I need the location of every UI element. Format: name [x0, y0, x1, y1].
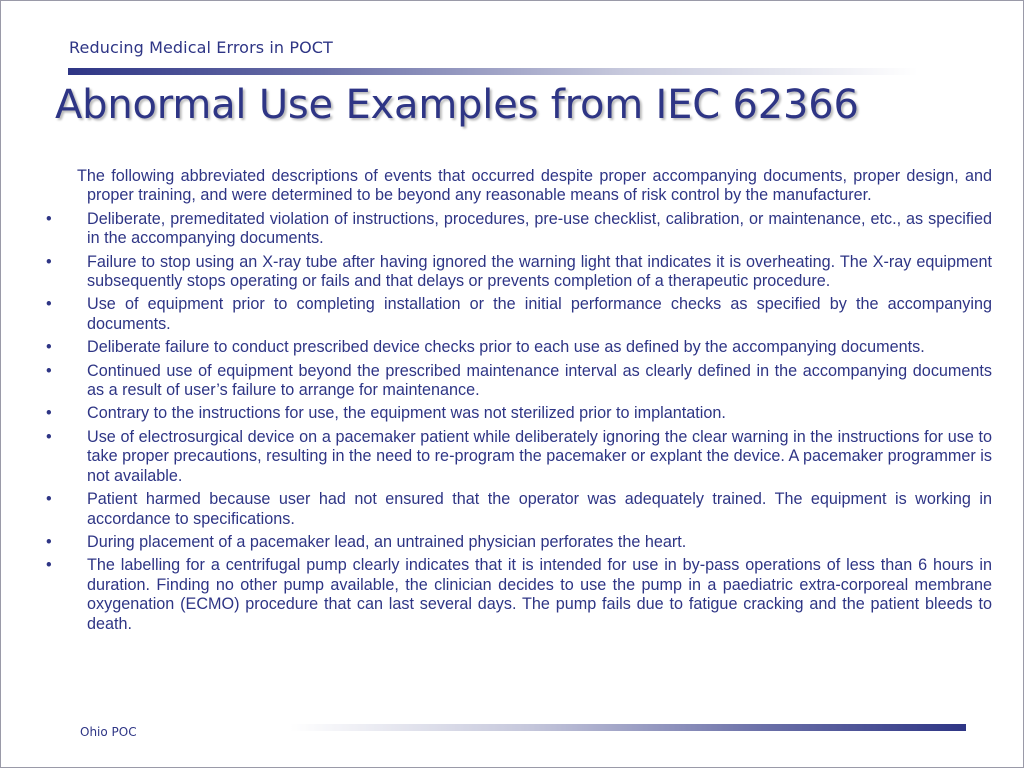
bullet-text: During placement of a pacemaker lead, an untrained physician perforates the heart.	[87, 532, 687, 551]
bullet-text: Deliberate, premeditated violation of instructions, procedures, pre-use checklist, calibration, or maintenance, etc., as specified in the accompanying documents.	[87, 209, 992, 248]
bullet-text: Contrary to the instructions for use, the equipment was not sterilized prior to implantation.	[87, 404, 726, 423]
slide-title: Abnormal Use Examples from IEC 62366	[55, 82, 859, 128]
bullet-item	[46, 253, 992, 292]
bullet-icon: •	[46, 338, 52, 357]
bullet-icon: •	[46, 532, 52, 551]
bullet-icon: •	[46, 295, 52, 314]
bullet-icon: •	[46, 361, 52, 380]
bullet-icon: •	[46, 404, 52, 423]
bullet-item	[46, 490, 992, 529]
bullet-text: The labelling for a centrifugal pump clearly indicates that it is intended for use in by-pass operations of less than 6 hours in duration. Finding no other pump available, the clinician decides to use the pump in a paediatric extra-corporeal membrane oxygenation (ECMO) procedure that can last several days. The pump fails due to fatigue cracking and the patient bleeds to death.	[87, 556, 992, 633]
bullet-item	[46, 295, 992, 334]
bullet-icon: •	[46, 490, 52, 509]
slide-header: Reducing Medical Errors in POCT	[69, 38, 333, 57]
bullet-list	[46, 210, 992, 634]
bullet-icon: •	[46, 556, 52, 575]
bullet-item	[46, 362, 992, 401]
bullet-item	[46, 533, 992, 552]
footer-divider-bar	[290, 724, 966, 731]
bullet-text: Use of equipment prior to completing installation or the initial performance checks as specified by the accompanying documents.	[87, 295, 992, 333]
bullet-item	[46, 338, 992, 357]
bullet-icon: •	[46, 252, 52, 271]
bullet-text: Continued use of equipment beyond the prescribed maintenance interval as clearly defined in the accompanying documents as a result of user’s failure to arrange for maintenance.	[87, 361, 992, 400]
slide-content	[46, 167, 992, 638]
bullet-text: Use of electrosurgical device on a pacemaker patient while deliberately ignoring the clear warning in the instructions for use to take proper precautions, resulting in the need to re-program the pacemaker or explant the device. A pacemaker programmer is not available.	[87, 427, 992, 485]
bullet-item	[46, 404, 992, 423]
bullet-item	[46, 556, 992, 634]
bullet-item	[46, 210, 992, 249]
bullet-icon: •	[46, 209, 52, 228]
header-divider-bar	[68, 68, 918, 75]
bullet-text: Failure to stop using an X-ray tube after having ignored the warning light that indicates it is overheating. The X-ray equipment subsequently stops operating or fails and that delays or prevents completion of a therapeutic procedure.	[87, 252, 992, 291]
slide-footer: Ohio POC	[80, 725, 137, 739]
bullet-text: Patient harmed because user had not ensured that the operator was adequately trained. The equipment is working in accordance to specifications.	[87, 490, 992, 528]
bullet-text: Deliberate failure to conduct prescribed device checks prior to each use as defined by the accompanying documents.	[87, 338, 925, 357]
bullet-icon: •	[46, 427, 52, 446]
bullet-item	[46, 428, 992, 486]
intro-paragraph: The following abbreviated descriptions of events that occurred despite proper accompanying documents, proper design, and proper training, and were determined to be beyond any reasonable means of risk control by the manufacturer.	[77, 167, 992, 205]
